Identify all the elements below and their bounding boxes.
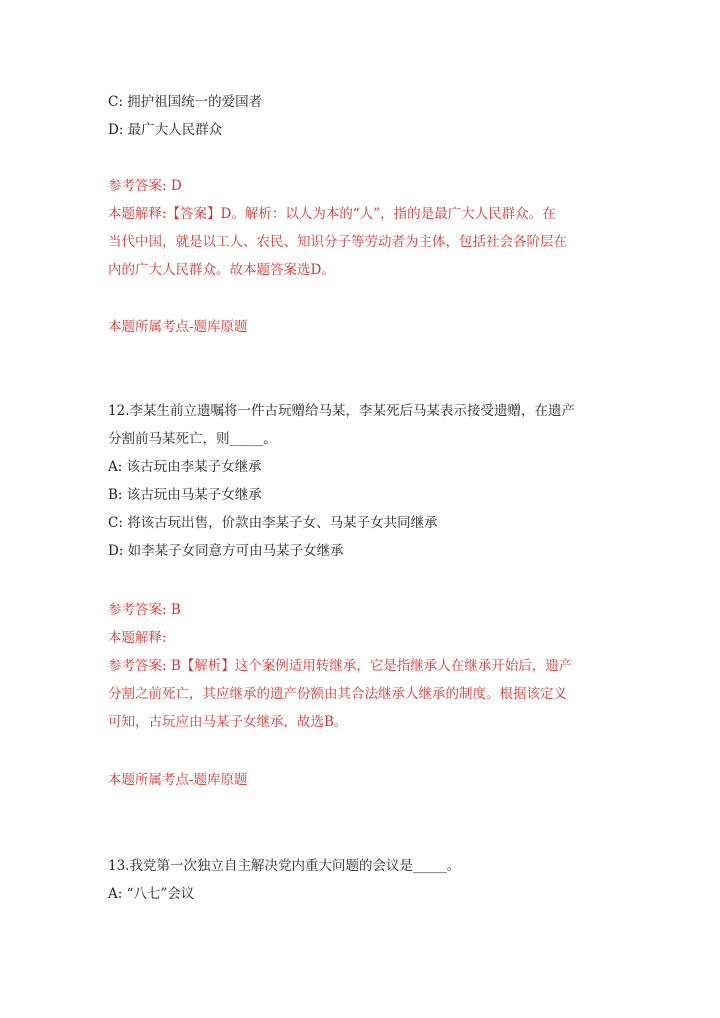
q13-option-a: A: “八七”会议 (108, 886, 195, 902)
q11-explanation-line-1: 本题解释:【答案】D。解析：以人为本的“人”，指的是最广大人民群众。在 (108, 206, 556, 222)
q12-explanation-line-1: 参考答案: B【解析】这个案例适用转继承，它是指继承人在继承开始后，遗产 (108, 658, 573, 674)
q13-stem: 13.我党第一次独立自主解决党内重大问题的会议是_____。 (108, 858, 461, 874)
q12-option-c: C: 将该古玩出售，价款由李某子女、马某子女共同继承 (108, 515, 438, 531)
q12-source: 本题所属考点-题库原题 (108, 772, 248, 788)
q12-stem-line-1: 12.李某生前立遗嘱将一件古玩赠给马某，李某死后马某表示接受遗赠，在遗产 (108, 403, 575, 419)
q12-option-a: A: 该古玩由李某子女继承 (108, 459, 262, 475)
q12-explanation-line-3: 可知，古玩应由马某子女继承，故选B。 (108, 714, 348, 730)
q11-answer: 参考答案: D (108, 178, 182, 194)
q12-stem-line-2: 分割前马某死亡，则_____。 (108, 431, 277, 447)
q11-source: 本题所属考点-题库原题 (108, 319, 248, 335)
q12-option-d: D: 如李某子女同意方可由马某子女继承 (108, 543, 344, 559)
q12-option-b: B: 该古玩由马某子女继承 (108, 487, 262, 503)
q12-explanation-label: 本题解释: (108, 630, 167, 646)
q12-answer: 参考答案: B (108, 602, 181, 618)
q11-explanation-line-3: 内的广大人民群众。故本题答案选D。 (108, 262, 335, 278)
q11-option-c: C: 拥护祖国统一的爱国者 (108, 94, 263, 110)
q12-explanation-line-2: 分割之前死亡，其应继承的遗产份额由其合法继承人继承的制度。根据该定义 (108, 686, 567, 702)
q11-option-d: D: 最广大人民群众 (108, 122, 223, 138)
q11-explanation-line-2: 当代中国，就是以工人、农民、知识分子等劳动者为主体，包括社会各阶层在 (108, 234, 567, 250)
